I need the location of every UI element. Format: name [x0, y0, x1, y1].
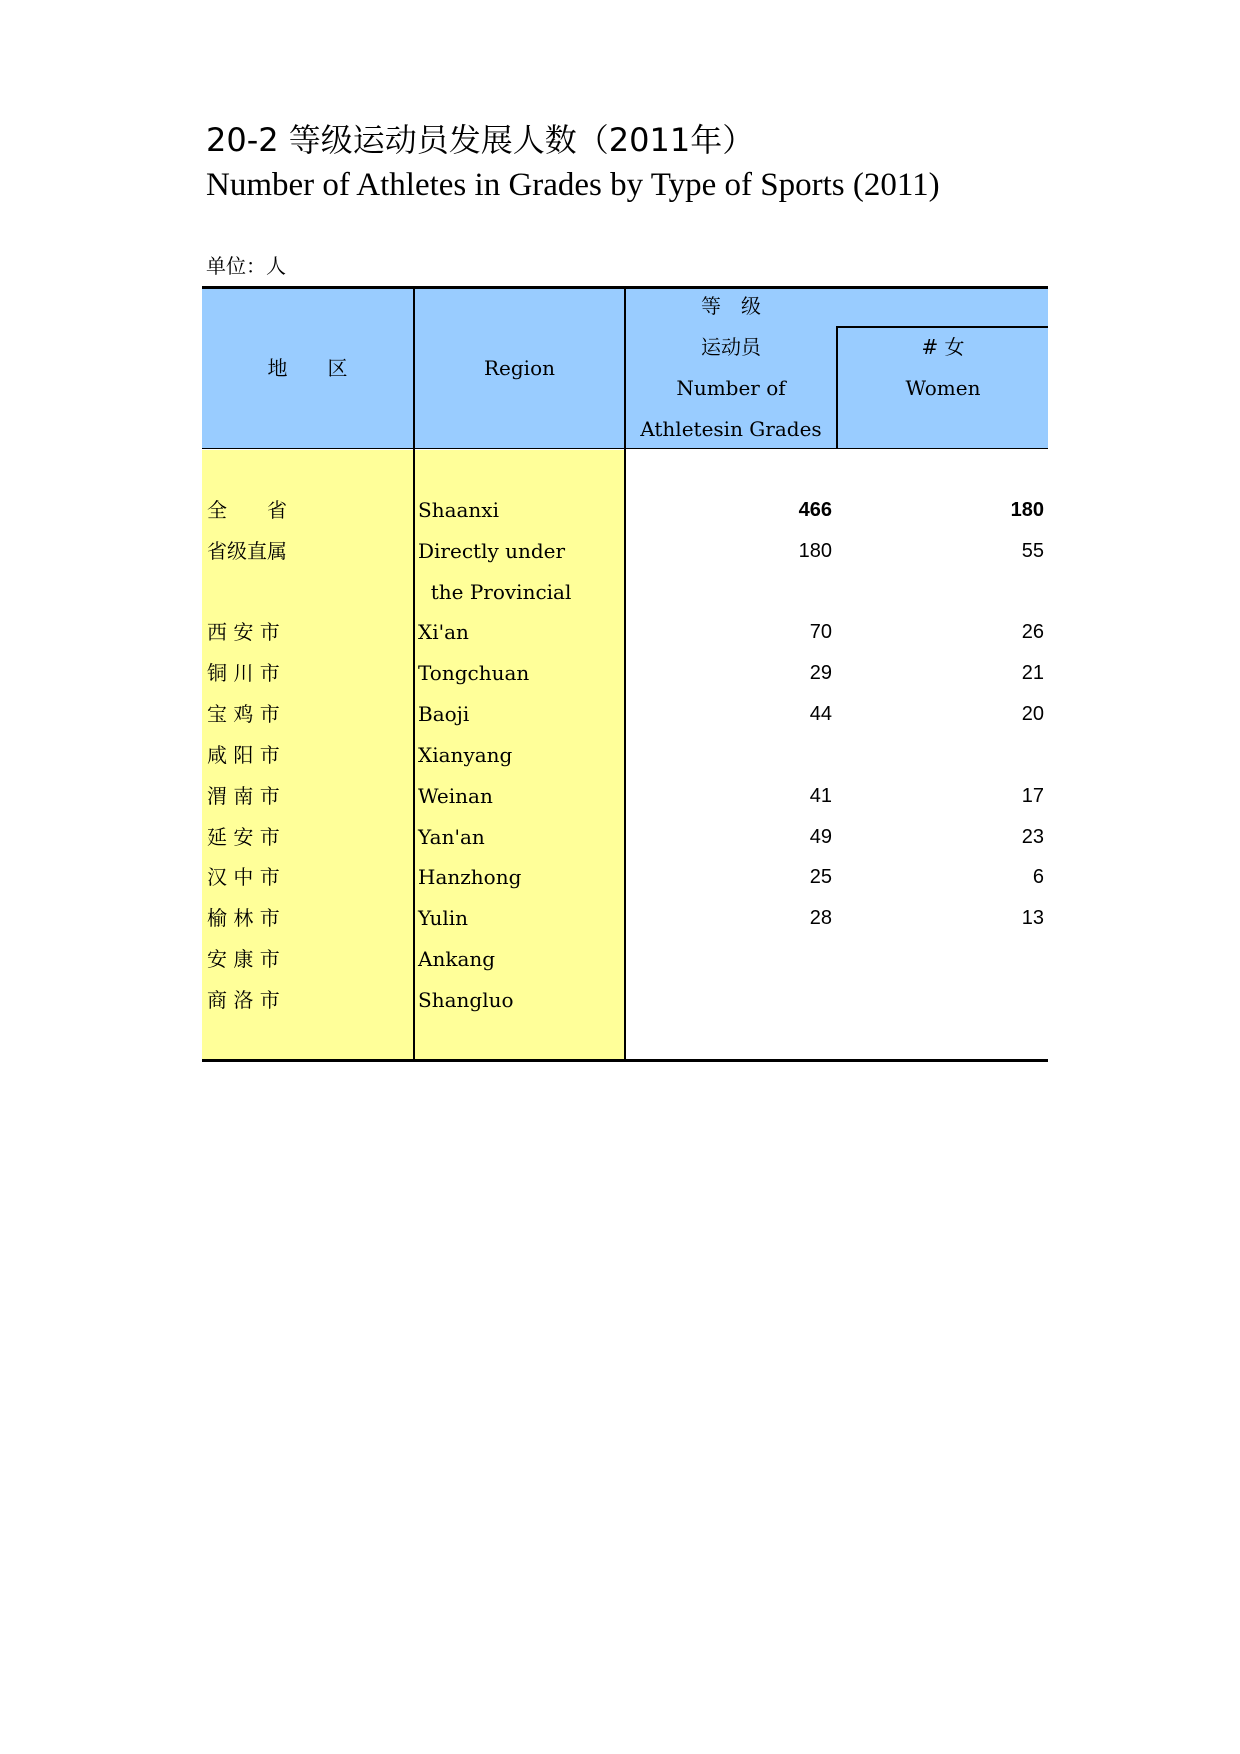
row-region-cn: 宝 鸡 市 — [207, 702, 280, 726]
row-region-cn: 汉 中 市 — [207, 865, 280, 889]
athletes-table — [202, 286, 1048, 1062]
row-total: 466 — [798, 499, 832, 521]
row-women: 17 — [1021, 785, 1044, 807]
row-women: 55 — [1021, 540, 1044, 562]
col-divider-1 — [413, 288, 415, 1060]
header-region-en: Region — [483, 356, 555, 380]
row-total: 25 — [809, 866, 832, 888]
header-women-en: Women — [905, 376, 981, 400]
page-title-en: Number of Athletes in Grades by Type of Sports (2011) — [206, 167, 940, 203]
row-region-en: Yan'an — [418, 825, 485, 849]
header-women-cn: # 女 — [921, 335, 965, 359]
row-women: 180 — [1010, 499, 1044, 521]
row-region-cn: 安 康 市 — [207, 947, 280, 971]
row-women: 13 — [1021, 907, 1044, 929]
row-women: 26 — [1021, 621, 1044, 643]
row-region-en: Shaanxi — [418, 498, 499, 522]
row-region-cn: 延 安 市 — [207, 825, 280, 849]
row-region-en: Directly under — [418, 539, 566, 563]
header-grade-en-1: Number of — [676, 376, 786, 400]
header-grade-cn-2: 运动员 — [701, 335, 761, 359]
row-region-en: Hanzhong — [418, 865, 522, 889]
row-region-en: Xianyang — [418, 743, 513, 767]
row-region-cn: 榆 林 市 — [207, 906, 280, 930]
row-women: 6 — [1032, 866, 1044, 888]
page-title-cn: 20-2 等级运动员发展人数（2011年） — [206, 121, 755, 159]
row-region-en: Shangluo — [418, 988, 514, 1012]
row-region-en: Yulin — [418, 906, 469, 930]
row-region-cn: 全 省 — [207, 498, 287, 522]
row-region-en: Tongchuan — [418, 661, 530, 685]
row-women: 23 — [1021, 826, 1044, 848]
row-region-cn: 铜 川 市 — [207, 661, 280, 685]
row-region-en: the Provincial — [418, 580, 572, 604]
row-region-cn: 省级直属 — [207, 539, 287, 563]
women-header-rule — [836, 326, 1048, 328]
row-region-en: Baoji — [418, 702, 470, 726]
header-grade-cn-1: 等 级 — [701, 294, 761, 318]
unit-label: 单位：人 — [206, 254, 286, 278]
row-total: 28 — [809, 907, 832, 929]
row-region-en: Ankang — [418, 947, 496, 971]
row-region-en: Xi'an — [418, 620, 469, 644]
row-total: 41 — [809, 785, 832, 807]
row-women: 21 — [1021, 662, 1044, 684]
row-total: 29 — [809, 662, 832, 684]
row-region-cn: 渭 南 市 — [207, 784, 280, 808]
row-total: 49 — [809, 826, 832, 848]
row-total: 180 — [798, 540, 832, 562]
row-women: 20 — [1021, 703, 1044, 725]
row-region-cn: 商 洛 市 — [207, 988, 280, 1012]
header-region-cn: 地 区 — [267, 356, 348, 380]
row-region-cn: 西 安 市 — [207, 620, 280, 644]
row-region-en: Weinan — [418, 784, 493, 808]
row-total: 70 — [809, 621, 832, 643]
row-region-cn: 咸 阳 市 — [207, 743, 280, 767]
row-total: 44 — [809, 703, 832, 725]
header-grade-en-2: Athletesin Grades — [640, 417, 822, 441]
